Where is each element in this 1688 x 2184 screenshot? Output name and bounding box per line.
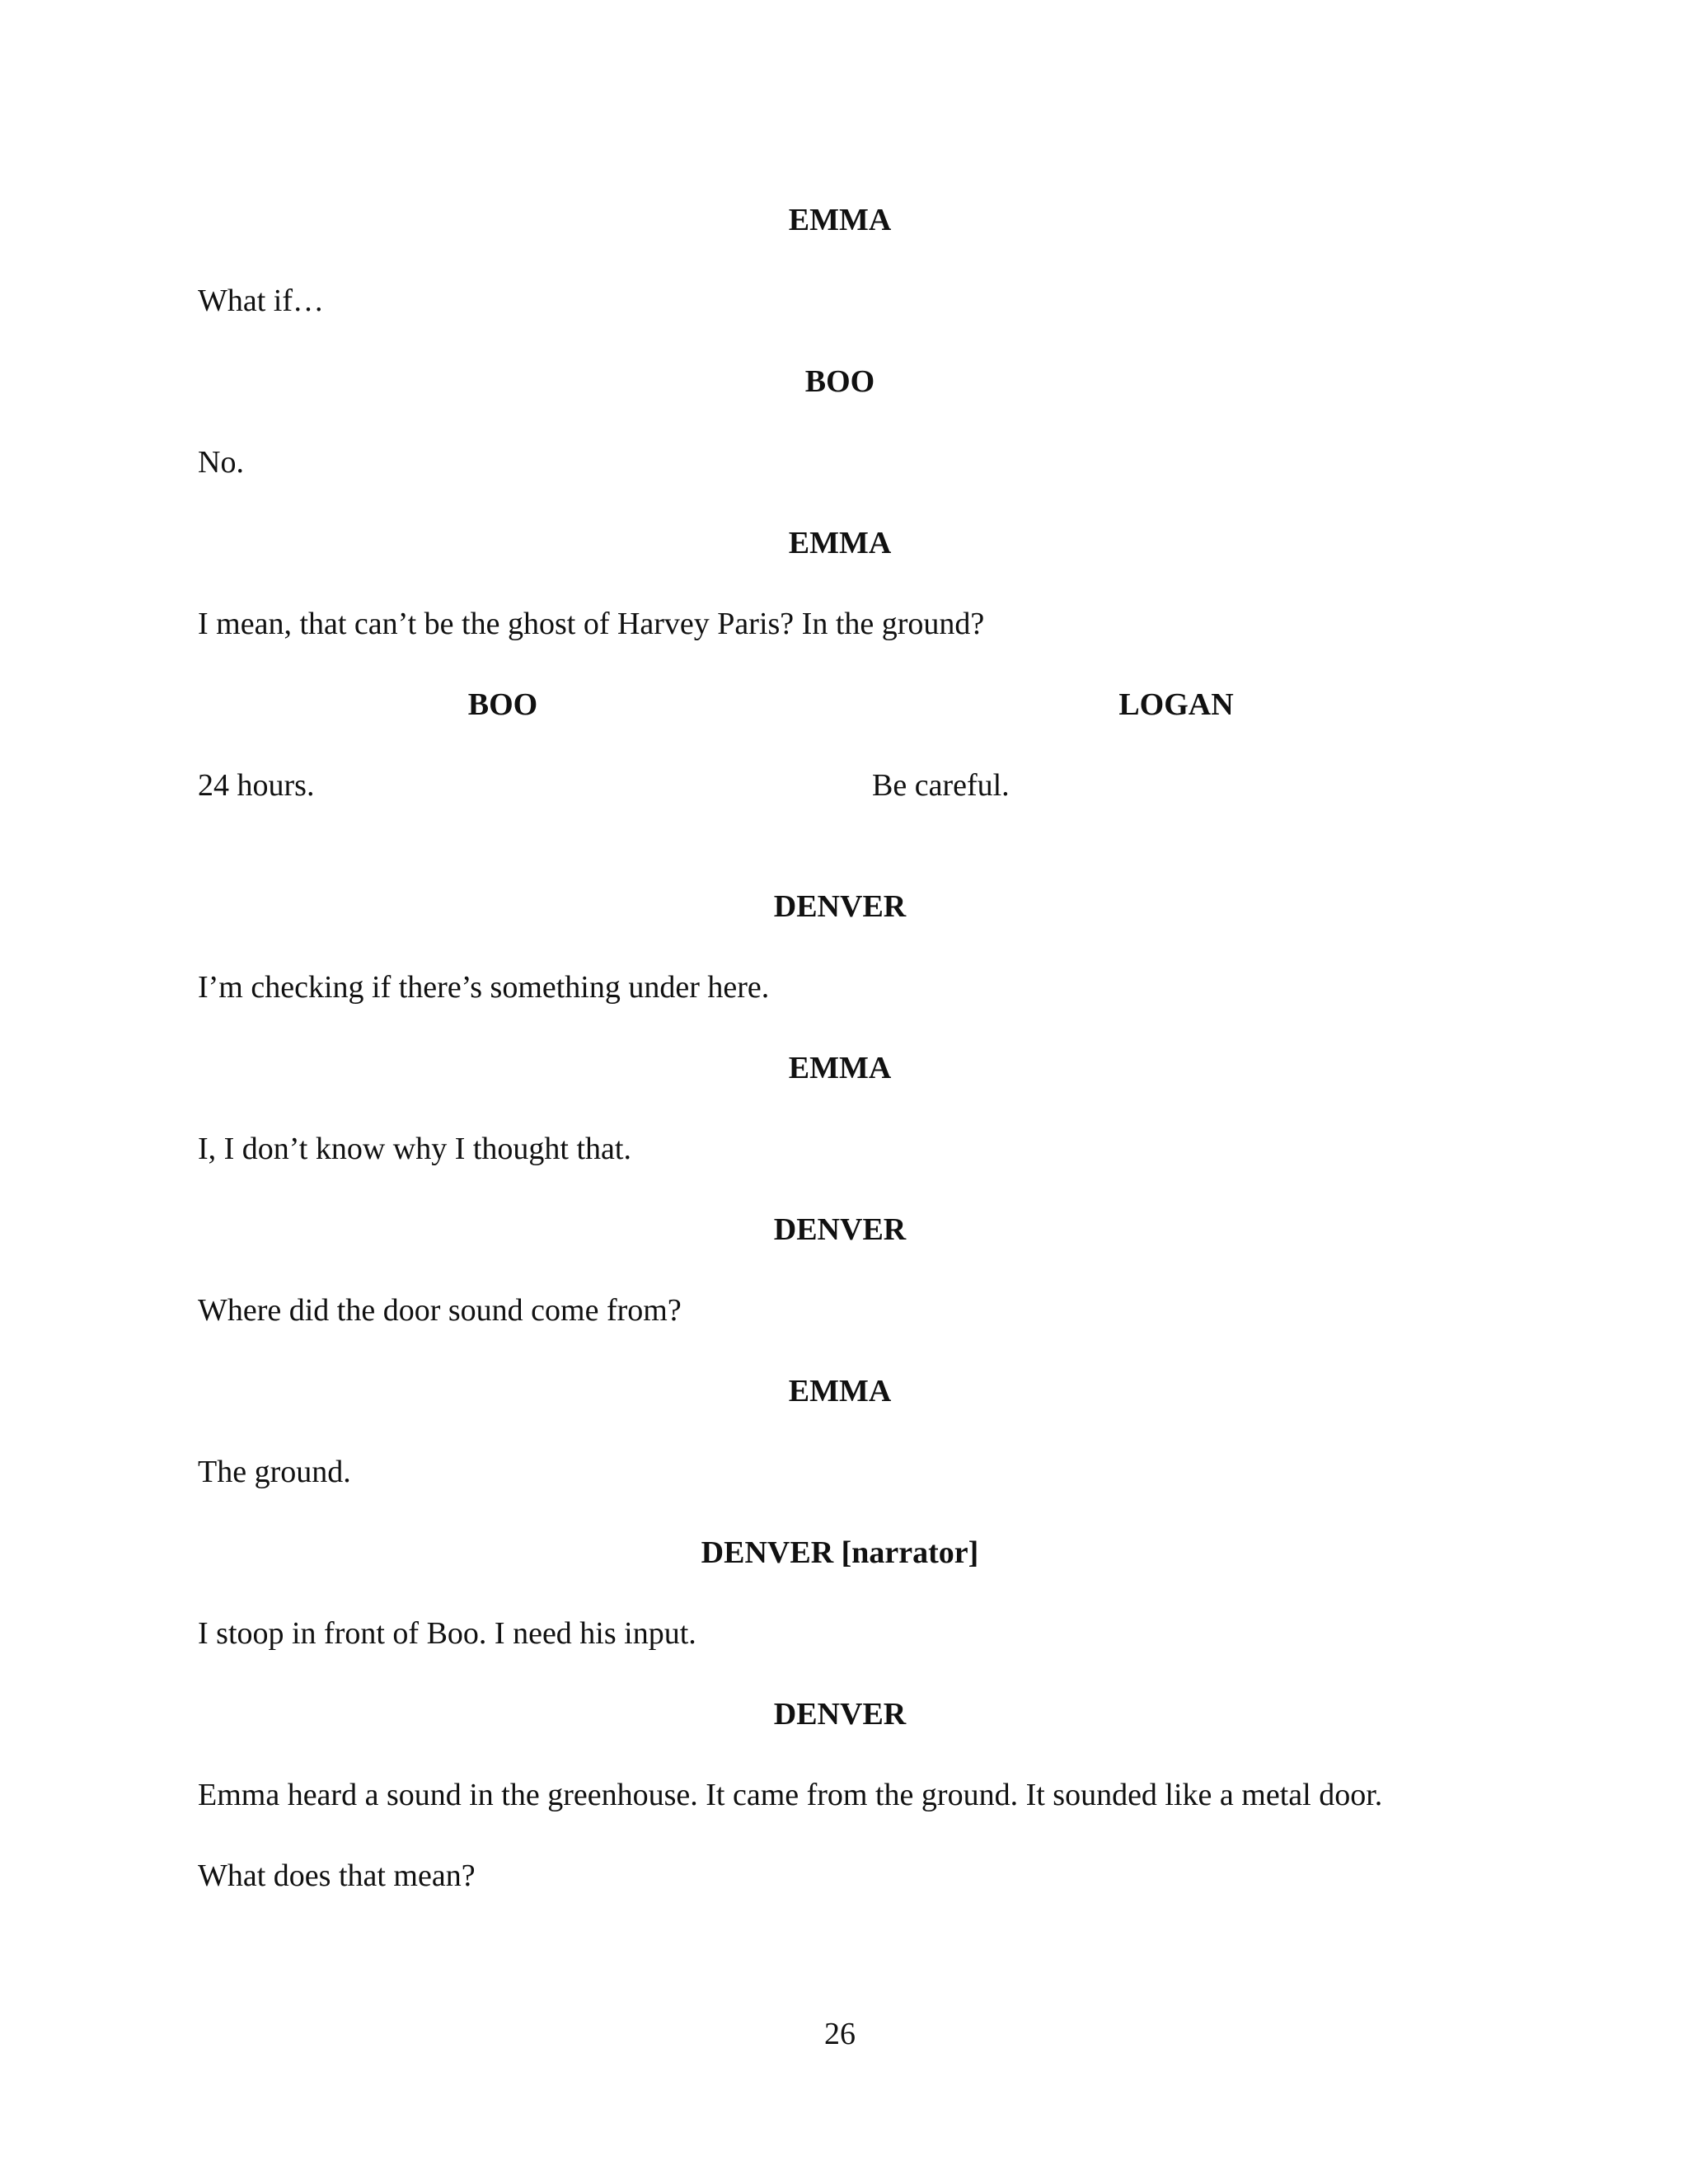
- dialogue-line: I mean, that can’t be the ghost of Harvey Paris? In the ground?: [198, 607, 985, 641]
- speaker-name: DENVER: [773, 889, 907, 924]
- dialogue-line: Emma heard a sound in the greenhouse. It came from the ground. It sounded like a metal door.: [198, 1778, 1383, 1812]
- dialogue-line: The ground.: [198, 1455, 351, 1489]
- speaker-name: DENVER [narrator]: [701, 1535, 979, 1570]
- dialogue-line: I stoop in front of Boo. I need his input.: [198, 1616, 696, 1651]
- dialogue-line: What does that mean?: [198, 1858, 476, 1893]
- speaker-name: EMMA: [788, 203, 892, 237]
- speaker-name: BOO: [804, 364, 875, 399]
- speaker-name-right: LOGAN: [1118, 687, 1234, 722]
- speaker-name-left: BOO: [467, 687, 538, 722]
- dialogue-line: I, I don’t know why I thought that.: [198, 1132, 631, 1166]
- speaker-name: DENVER: [773, 1697, 907, 1732]
- speaker-name: EMMA: [788, 526, 892, 560]
- speaker-name: EMMA: [788, 1051, 892, 1085]
- dialogue-line-left: 24 hours.: [198, 768, 315, 803]
- dialogue-line: Where did the door sound come from?: [198, 1293, 682, 1328]
- speaker-name: DENVER: [773, 1212, 907, 1247]
- page-number: 26: [824, 2017, 856, 2051]
- dialogue-line: I’m checking if there’s something under here.: [198, 970, 770, 1005]
- speaker-name: EMMA: [788, 1374, 892, 1408]
- dialogue-line: No.: [198, 445, 244, 480]
- dialogue-line: What if…: [198, 284, 325, 318]
- dialogue-line-right: Be careful.: [872, 768, 1010, 803]
